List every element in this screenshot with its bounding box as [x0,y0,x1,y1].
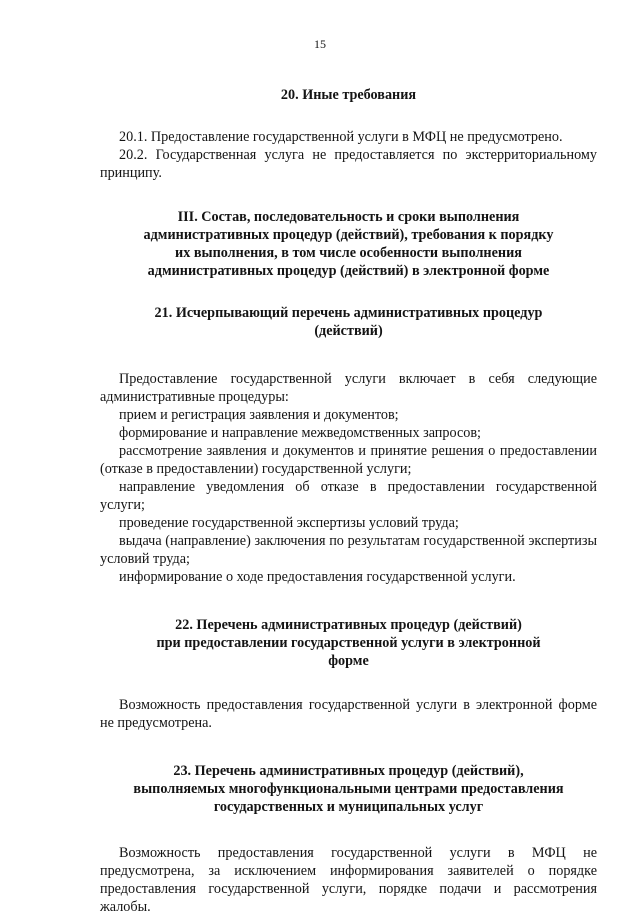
heading-line: 21. Исчерпывающий перечень административных процедур [154,305,543,321]
heading-line: 22. Перечень административных процедур (действий) [175,617,522,633]
page-content [100,86,597,916]
heading-line: (действий) [314,323,383,339]
section-III-heading [100,208,597,280]
procedure-list-item: формирование и направление межведомственных запросов; [119,425,481,441]
section-21-heading [100,304,597,340]
section-20-paragraph-1: 20.1. Предоставление государственной услуги в МФЦ не предусмотрено. [119,129,563,145]
heading-line: выполняемых многофункциональными центрами предоставления [133,781,564,797]
section-23-heading [100,762,597,816]
page-number: 15 [314,37,326,51]
section-22-heading [100,616,597,670]
procedure-list-item: рассмотрение заявления и документов и принятие решения о предоставлении (отказе в предоставлении) государственной услуги; [100,443,597,477]
procedure-list-item: проведение государственной экспертизы условий труда; [119,515,459,531]
heading-line: форме [328,653,369,669]
heading-line: их выполнения, в том числе особенности выполнения [175,245,522,261]
section-22-text: Возможность предоставления государственной услуги в электронной форме не предусмотрена. [100,697,597,731]
procedure-list-item: прием и регистрация заявления и документов; [119,407,399,423]
section-20-heading: 20. Иные требования [280,87,417,103]
procedure-list-item: направление уведомления об отказе в предоставлении государственной услуги; [100,479,597,513]
heading-line: 23. Перечень административных процедур (действий), [173,763,524,779]
heading-line: при предоставлении государственной услуги в электронной [156,635,541,651]
heading-line: административных процедур (действий), требования к порядку [143,227,554,243]
procedure-list-item: информирование о ходе предоставления государственной услуги. [119,569,516,585]
section-20-paragraph-2: 20.2. Государственная услуга не предоставляется по экстерриториальному принципу. [100,147,597,181]
procedure-list-item: выдача (направление) заключения по результатам государственной экспертизы условий труда; [100,533,597,567]
section-23-text: Возможность предоставления государственной услуги в МФЦ не предусмотрена, за исключением информирования заявителей о порядке предоставления государственной услуги, порядке подачи и рассмотрения жалобы. [100,845,597,915]
heading-line: административных процедур (действий) в электронной форме [147,263,550,279]
heading-line: III. Состав, последовательность и сроки выполнения [177,209,520,225]
section-21-intro: Предоставление государственной услуги включает в себя следующие административные процедуры: [100,371,597,405]
heading-line: государственных и муниципальных услуг [213,799,484,815]
